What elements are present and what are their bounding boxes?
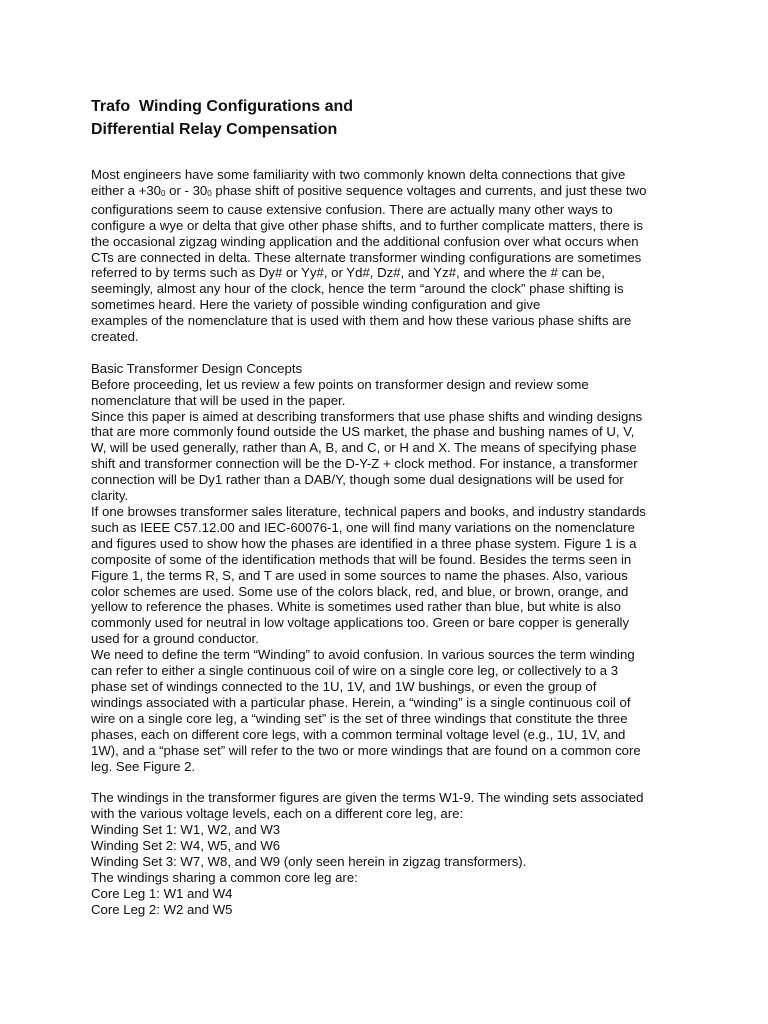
- text-line: windings associated with a particular phase. Herein, a “winding” is a single continuous coil of: [91, 694, 631, 710]
- text-line: composite of some of the identification methods that will be found. Besides the terms seen in: [91, 551, 632, 567]
- text-line: Figure 1, the terms R, S, and T are used in some sources to name the phases. Also, various: [91, 567, 628, 583]
- section-heading: Basic Transformer Design Concepts: [91, 360, 303, 376]
- degree-mark: 0: [161, 188, 166, 198]
- windings-paragraph: [91, 790, 681, 917]
- text-line: The windings sharing a common core leg are:: [91, 869, 358, 885]
- text-line: We need to define the term “Winding” to avoid confusion. In various sources the term winding: [91, 647, 635, 663]
- text-line: sometimes heard. Here the variety of possible winding configuration and give: [91, 297, 541, 313]
- title-line-1: Trafo Winding Configurations and: [91, 98, 354, 115]
- text-line: connection will be Dy1 rather than a DAB/Y, though some dual designations will be used for: [91, 472, 624, 488]
- text-line: configure a wye or delta that give other phase shifts, and to further complicate matters, there is: [91, 217, 643, 233]
- list-item: Winding Set 3: W7, W8, and W9 (only seen herein in zigzag transformers).: [91, 853, 527, 869]
- text-line: [91, 183, 681, 202]
- text-line: wire on a single core leg, a “winding set” is the set of three windings that constitute the three: [91, 710, 628, 726]
- text-line: and figures used to show how the phases are identified in a three phase system. Figure 1 is a: [91, 535, 637, 551]
- text-line: Most engineers have some familiarity with two commonly known delta connections that give: [91, 167, 626, 182]
- document-body: [91, 95, 681, 918]
- text-line: the occasional zigzag winding application and the additional confusion over what occurs when: [91, 233, 639, 249]
- degree-mark: 0: [207, 188, 212, 198]
- text-line: W, will be used generally, rather than A, B, and C, or H and X. The means of specifying phase: [91, 440, 637, 456]
- text-line: created.: [91, 329, 139, 345]
- text-fragment: or - 30: [165, 182, 208, 198]
- text-line: 1W), and a “phase set” will refer to the two or more windings that are found on a common core: [91, 742, 641, 758]
- text-line: yellow to reference the phases. White is sometimes used rather than blue, but white is also: [91, 599, 621, 615]
- text-line: phases, each on different core legs, with a common terminal voltage level (e.g., 1U, 1V, and: [91, 726, 626, 742]
- text-line: clarity.: [91, 488, 129, 504]
- text-line: commonly used for neutral in low voltage applications too. Green or bare copper is generally: [91, 615, 630, 631]
- section-design-concepts: [91, 361, 681, 775]
- paragraph-gap: [91, 345, 681, 361]
- text-line: The windings in the transformer figures are given the terms W1-9. The winding sets associated: [91, 790, 644, 806]
- text-line: color schemes are used. Some use of the colors black, red, and blue, or brown, orange, and: [91, 583, 629, 599]
- list-item: Winding Set 1: W1, W2, and W3: [91, 822, 281, 838]
- text-line: If one browses transformer sales literature, technical papers and books, and industry standards: [91, 504, 646, 520]
- paragraph-gap: [91, 774, 681, 790]
- text-line: configurations seem to cause extensive confusion. There are actually many other ways to: [91, 201, 613, 217]
- text-line: can refer to either a single continuous coil of wire on a single core leg, or collectively to a 3: [91, 663, 619, 679]
- text-line: nomenclature that will be used in the paper.: [91, 392, 346, 408]
- text-line: such as IEEE C57.12.00 and IEC-60076-1, one will find many variations on the nomenclature: [91, 519, 635, 535]
- list-item: Winding Set 2: W4, W5, and W6: [91, 838, 281, 854]
- text-line: Since this paper is aimed at describing transformers that use phase shifts and winding designs: [91, 408, 643, 424]
- text-line: leg. See Figure 2.: [91, 758, 196, 774]
- text-line: used for a ground conductor.: [91, 631, 259, 647]
- list-item: Core Leg 1: W1 and W4: [91, 885, 233, 901]
- text-line: examples of the nomenclature that is used with them and how these various phase shifts are: [91, 313, 632, 329]
- list-item: Core Leg 2: W2 and W5: [91, 901, 233, 917]
- text-line: Before proceeding, let us review a few points on transformer design and review some: [91, 376, 589, 392]
- text-line: shift and transformer connection will be the D-Y-Z + clock method. For instance, a transformer: [91, 456, 638, 472]
- text-fragment: phase shift of positive sequence voltages and currents, and just these two: [211, 182, 647, 198]
- text-fragment: either a +30: [91, 182, 162, 198]
- intro-paragraph: [91, 167, 681, 345]
- text-line: that are more commonly found outside the US market, the phase and bushing names of U, V,: [91, 424, 635, 440]
- document-title: [91, 95, 681, 141]
- text-line: with the various voltage levels, each on a different core leg, are:: [91, 806, 464, 822]
- text-line: CTs are connected in delta. These alternate transformer winding configurations are sometimes: [91, 249, 642, 265]
- text-line: referred to by terms such as Dy# or Yy#, or Yd#, Dz#, and Yz#, and where the # can be,: [91, 265, 605, 281]
- title-line-2: Differential Relay Compensation: [91, 121, 338, 138]
- text-line: seemingly, almost any hour of the clock, hence the term “around the clock” phase shifting is: [91, 281, 624, 297]
- text-line: phase set of windings connected to the 1U, 1V, and 1W bushings, or even the group of: [91, 678, 597, 694]
